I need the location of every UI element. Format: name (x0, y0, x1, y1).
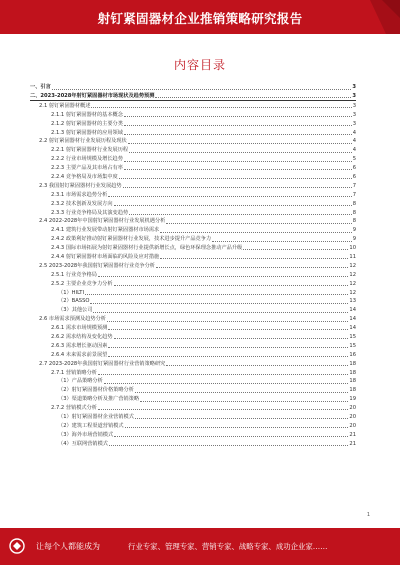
toc-entry[interactable] (30, 127, 356, 136)
toc-entry[interactable] (30, 367, 356, 376)
toc-entry[interactable] (30, 252, 356, 261)
toc-leader-dots (107, 321, 348, 322)
toc-entry-title: （3）海外市场营销模式 (58, 431, 114, 438)
toc-entry[interactable] (30, 163, 356, 172)
toc-entry-page: 15 (349, 342, 356, 349)
toc-leader-dots (124, 134, 352, 135)
toc-entry-page: 3 (352, 111, 356, 118)
toc-entry-page: 13 (349, 298, 356, 305)
toc-entry-title: 2.7 2023-2028年我国射钉紧固器材行业营销策略研究 (39, 360, 166, 367)
toc-entry[interactable] (30, 225, 356, 234)
toc-entry-page: 3 (352, 93, 356, 100)
toc-entry-page: 18 (349, 378, 356, 385)
toc-entry-title: （3）其他公司 (58, 307, 93, 314)
toc-entry-page: 15 (349, 334, 356, 341)
toc-entry-title: 2.4.2 政策利好推动射钉紧固器材行业发展，技术进步提升产品竞争力 (51, 236, 212, 243)
toc-title: 内容目录 (173, 58, 226, 72)
toc-leader-dots (124, 125, 352, 126)
toc-entry[interactable] (30, 181, 356, 190)
toc-entry-page: 14 (349, 316, 356, 323)
toc-entry-title: 2.6.1 需求市场规模预测 (51, 325, 108, 332)
toc-entry[interactable] (30, 341, 356, 350)
toc-entry[interactable] (30, 189, 356, 198)
toc-entry-title: 2.1 射钉紧固器材概述 (39, 102, 91, 109)
toc-entry-page: 18 (349, 360, 356, 367)
toc-entry-title: 2.1.2 射钉紧固器材的主要分类 (51, 120, 123, 127)
toc-entry[interactable] (30, 82, 356, 91)
toc-entry-page: 14 (349, 307, 356, 314)
footer-slogan-left: 让每个人都能成为 (36, 542, 100, 551)
toc-entry-page: 3 (352, 120, 356, 127)
toc-leader-dots (123, 187, 352, 188)
toc-leader-dots (52, 89, 352, 90)
toc-entry-title: 2.4 2022-2028年中国射钉紧固器材行业发展机遇分析 (39, 218, 166, 225)
toc-entry-title: 2.4.1 建筑行业发展带动射钉紧固器材市场需求 (51, 227, 160, 234)
toc-entry-page: 7 (352, 191, 356, 198)
toc-entry-title: 2.3.2 技术创新及发展方向 (51, 200, 113, 207)
toc-entry[interactable] (30, 350, 356, 359)
toc-entry[interactable] (30, 394, 356, 403)
toc-leader-dots (114, 436, 348, 437)
toc-entry-page: 12 (349, 271, 356, 278)
toc-entry[interactable] (30, 358, 356, 367)
document-title: 射钉紧固器材企业推销策略研究报告 (97, 11, 303, 26)
toc-entry-title: 2.2.1 射钉紧固器材行业发展历程 (51, 147, 129, 154)
toc-leader-dots (98, 374, 348, 375)
toc-entry[interactable] (30, 278, 356, 287)
toc-entry-title: 2.7.1 营销策略分析 (51, 369, 97, 376)
toc-entry-title: 2.3.1 市场需求趋势分析 (51, 191, 108, 198)
toc-entry[interactable] (30, 332, 356, 341)
toc-entry[interactable] (30, 136, 356, 145)
toc-leader-dots (90, 303, 348, 304)
toc-leader-dots (124, 116, 352, 117)
toc-entry-page: 3 (352, 102, 356, 109)
toc-entry-page: 14 (349, 325, 356, 332)
logo-icon (6, 537, 28, 555)
toc-leader-dots (160, 258, 348, 259)
toc-entry-title: 2.1.3 射钉紧固器材的应用领域 (51, 129, 123, 136)
toc-entry[interactable] (30, 270, 356, 279)
toc-entry[interactable] (30, 314, 356, 323)
toc-leader-dots (129, 214, 352, 215)
toc-entry-page: 5 (352, 156, 356, 163)
toc-leader-dots (91, 107, 351, 108)
toc-entry-page: 11 (349, 254, 356, 261)
toc-entry-page: 4 (352, 138, 356, 145)
toc-entry-title: 2.2.3 主要产品及其市场占有率 (51, 165, 123, 172)
toc-entry[interactable] (30, 412, 356, 421)
toc-entry-page: 12 (349, 262, 356, 269)
toc-leader-dots (124, 161, 352, 162)
toc-entry[interactable] (30, 109, 356, 118)
toc-entry-page: 20 (349, 422, 356, 429)
toc-leader-dots (119, 178, 352, 179)
header-decoration-icon (352, 0, 400, 34)
toc-entry[interactable] (30, 305, 356, 314)
toc-entry[interactable] (30, 430, 356, 439)
toc-entry[interactable] (30, 385, 356, 394)
toc-leader-dots (109, 445, 348, 446)
toc-entry-page: 18 (349, 369, 356, 376)
toc-leader-dots (166, 365, 348, 366)
toc-entry-title: （1）产品策略分析 (58, 378, 103, 385)
page-number: 1 (366, 512, 370, 518)
toc-entry-title: 2.2.4 竞争格局及市场集中度 (51, 174, 118, 180)
toc-entry[interactable] (30, 243, 356, 252)
header-bar (0, 0, 400, 34)
toc-leader-dots (108, 356, 348, 357)
toc-entry-title: 2.4.3 国际市场拓展为射钉紧固器材行业提供新增长点，绿色环保理念推动产品升级 (51, 245, 243, 252)
toc-entry-title: 2.5.2 主要企业竞争力分析 (51, 280, 113, 287)
footer-bar (0, 528, 400, 565)
toc-entry-title: （4）互联网营销模式 (58, 440, 108, 447)
toc-entry-title: 2.2 射钉紧固器材行业发展历程及现状 (39, 138, 127, 145)
toc-entry-page: 9 (352, 227, 356, 234)
toc-leader-dots (135, 392, 348, 393)
toc-entry[interactable] (30, 287, 356, 296)
toc-entry-title: 2.2.2 行业市场规模及增长趋势 (51, 156, 123, 163)
toc-leader-dots (98, 409, 348, 410)
toc-leader-dots (155, 97, 351, 98)
toc-leader-dots (98, 276, 348, 277)
toc-entry-page: 9 (352, 236, 356, 243)
toc-entry-page: 3 (352, 84, 356, 91)
toc-entry-page: 20 (349, 405, 356, 412)
toc-entry[interactable] (30, 296, 356, 305)
toc-leader-dots (114, 205, 352, 206)
toc-entry[interactable] (30, 91, 356, 100)
toc-entry[interactable] (30, 118, 356, 127)
toc-entry-title: 2.6.3 需求增长驱动因素 (51, 342, 108, 349)
toc-entry-page: 21 (349, 431, 356, 438)
toc-entry-page: 6 (352, 174, 356, 180)
toc-entry[interactable] (30, 216, 356, 225)
toc-entry[interactable] (30, 234, 356, 243)
toc-entry-page: 10 (349, 245, 356, 252)
toc-entry-page: 19 (349, 396, 356, 403)
toc-entry[interactable] (30, 154, 356, 163)
toc-entry-title: （2）建筑工程渠道营销模式 (58, 422, 124, 429)
toc-entry-title: 2.5.1 行业竞争格局 (51, 271, 97, 278)
toc-leader-dots (212, 241, 352, 242)
toc-entry[interactable] (30, 172, 356, 181)
toc-leader-dots (114, 338, 349, 339)
toc-entry[interactable] (30, 101, 356, 110)
toc-leader-dots (160, 232, 351, 233)
toc-entry-title: 2.4.4 射钉紧固器材市场面临的风险及应对措施 (51, 254, 160, 261)
toc-leader-dots (108, 347, 348, 348)
toc-entry[interactable] (30, 438, 356, 447)
toc-entry[interactable] (30, 198, 356, 207)
toc-leader-dots (93, 312, 348, 313)
toc-entry[interactable] (30, 207, 356, 216)
toc-leader-dots (125, 427, 349, 428)
table-of-contents (30, 82, 356, 447)
toc-leader-dots (85, 294, 348, 295)
toc-entry[interactable] (30, 323, 356, 332)
toc-entry-title: 2.5 2023-2028年我国射钉紧固器材行业竞争分析 (39, 262, 155, 269)
toc-entry-page: 4 (352, 147, 356, 154)
toc-entry[interactable] (30, 145, 356, 154)
toc-entry-title: 一、引言 (30, 84, 51, 91)
toc-entry-page: 12 (349, 280, 356, 287)
toc-entry-page: 18 (349, 387, 356, 394)
toc-entry-page: 8 (352, 209, 356, 216)
toc-entry-page: 21 (349, 440, 356, 447)
toc-leader-dots (108, 329, 348, 330)
toc-leader-dots (108, 196, 351, 197)
toc-leader-dots (104, 383, 349, 384)
toc-leader-dots (135, 418, 348, 419)
toc-entry-title: 2.3.3 行业竞争格局及其演变趋势 (51, 209, 129, 216)
toc-leader-dots (114, 285, 349, 286)
toc-entry-page: 6 (352, 165, 356, 172)
toc-entry[interactable] (30, 261, 356, 270)
toc-entry-page: 4 (352, 129, 356, 136)
toc-entry-title: 2.6 市场需求预测及趋势分析 (39, 316, 106, 323)
toc-entry-title: 2.6.2 需求结构及变化趋势 (51, 334, 113, 341)
toc-entry-title: （1）HILTI (58, 289, 84, 296)
toc-entry-title: （1）射钉紧固器材企业营销模式 (58, 414, 134, 421)
toc-entry-page: 8 (352, 218, 356, 225)
toc-leader-dots (129, 152, 352, 153)
toc-leader-dots (166, 223, 351, 224)
toc-entry-title: （2）射钉紧固器材价格策略分析 (58, 387, 134, 394)
toc-entry-title: 2.3 我国射钉紧固器材行业发展趋势 (39, 182, 122, 189)
toc-leader-dots (124, 169, 352, 170)
toc-entry-title: 2.1.1 射钉紧固器材的基本概念 (51, 111, 123, 118)
toc-entry-page: 20 (349, 414, 356, 421)
toc-entry-page: 12 (349, 289, 356, 296)
toc-leader-dots (156, 267, 348, 268)
toc-entry[interactable] (30, 403, 356, 412)
toc-entry-title: （2）BASSO (58, 298, 90, 305)
toc-entry[interactable] (30, 376, 356, 385)
toc-entry-page: 16 (349, 351, 356, 358)
toc-entry-title: 2.7.2 营销模式分析 (51, 405, 97, 412)
toc-entry-page: 8 (352, 200, 356, 207)
footer-slogan-right: 行业专家、管理专家、营销专家、战略专家、成功企业家…… (128, 542, 328, 551)
toc-leader-dots (140, 401, 348, 402)
toc-entry-page: 7 (352, 182, 356, 189)
toc-entry-title: 二、2023-2028年射钉紧固器材市场现状及趋势预测 (30, 93, 155, 100)
toc-entry[interactable] (30, 421, 356, 430)
toc-entry-title: （3）渠道策略分析及推广营销策略 (58, 396, 140, 403)
toc-entry-title: 2.6.4 未来需求前景展望 (51, 351, 108, 358)
toc-leader-dots (243, 249, 348, 250)
toc-leader-dots (128, 143, 352, 144)
